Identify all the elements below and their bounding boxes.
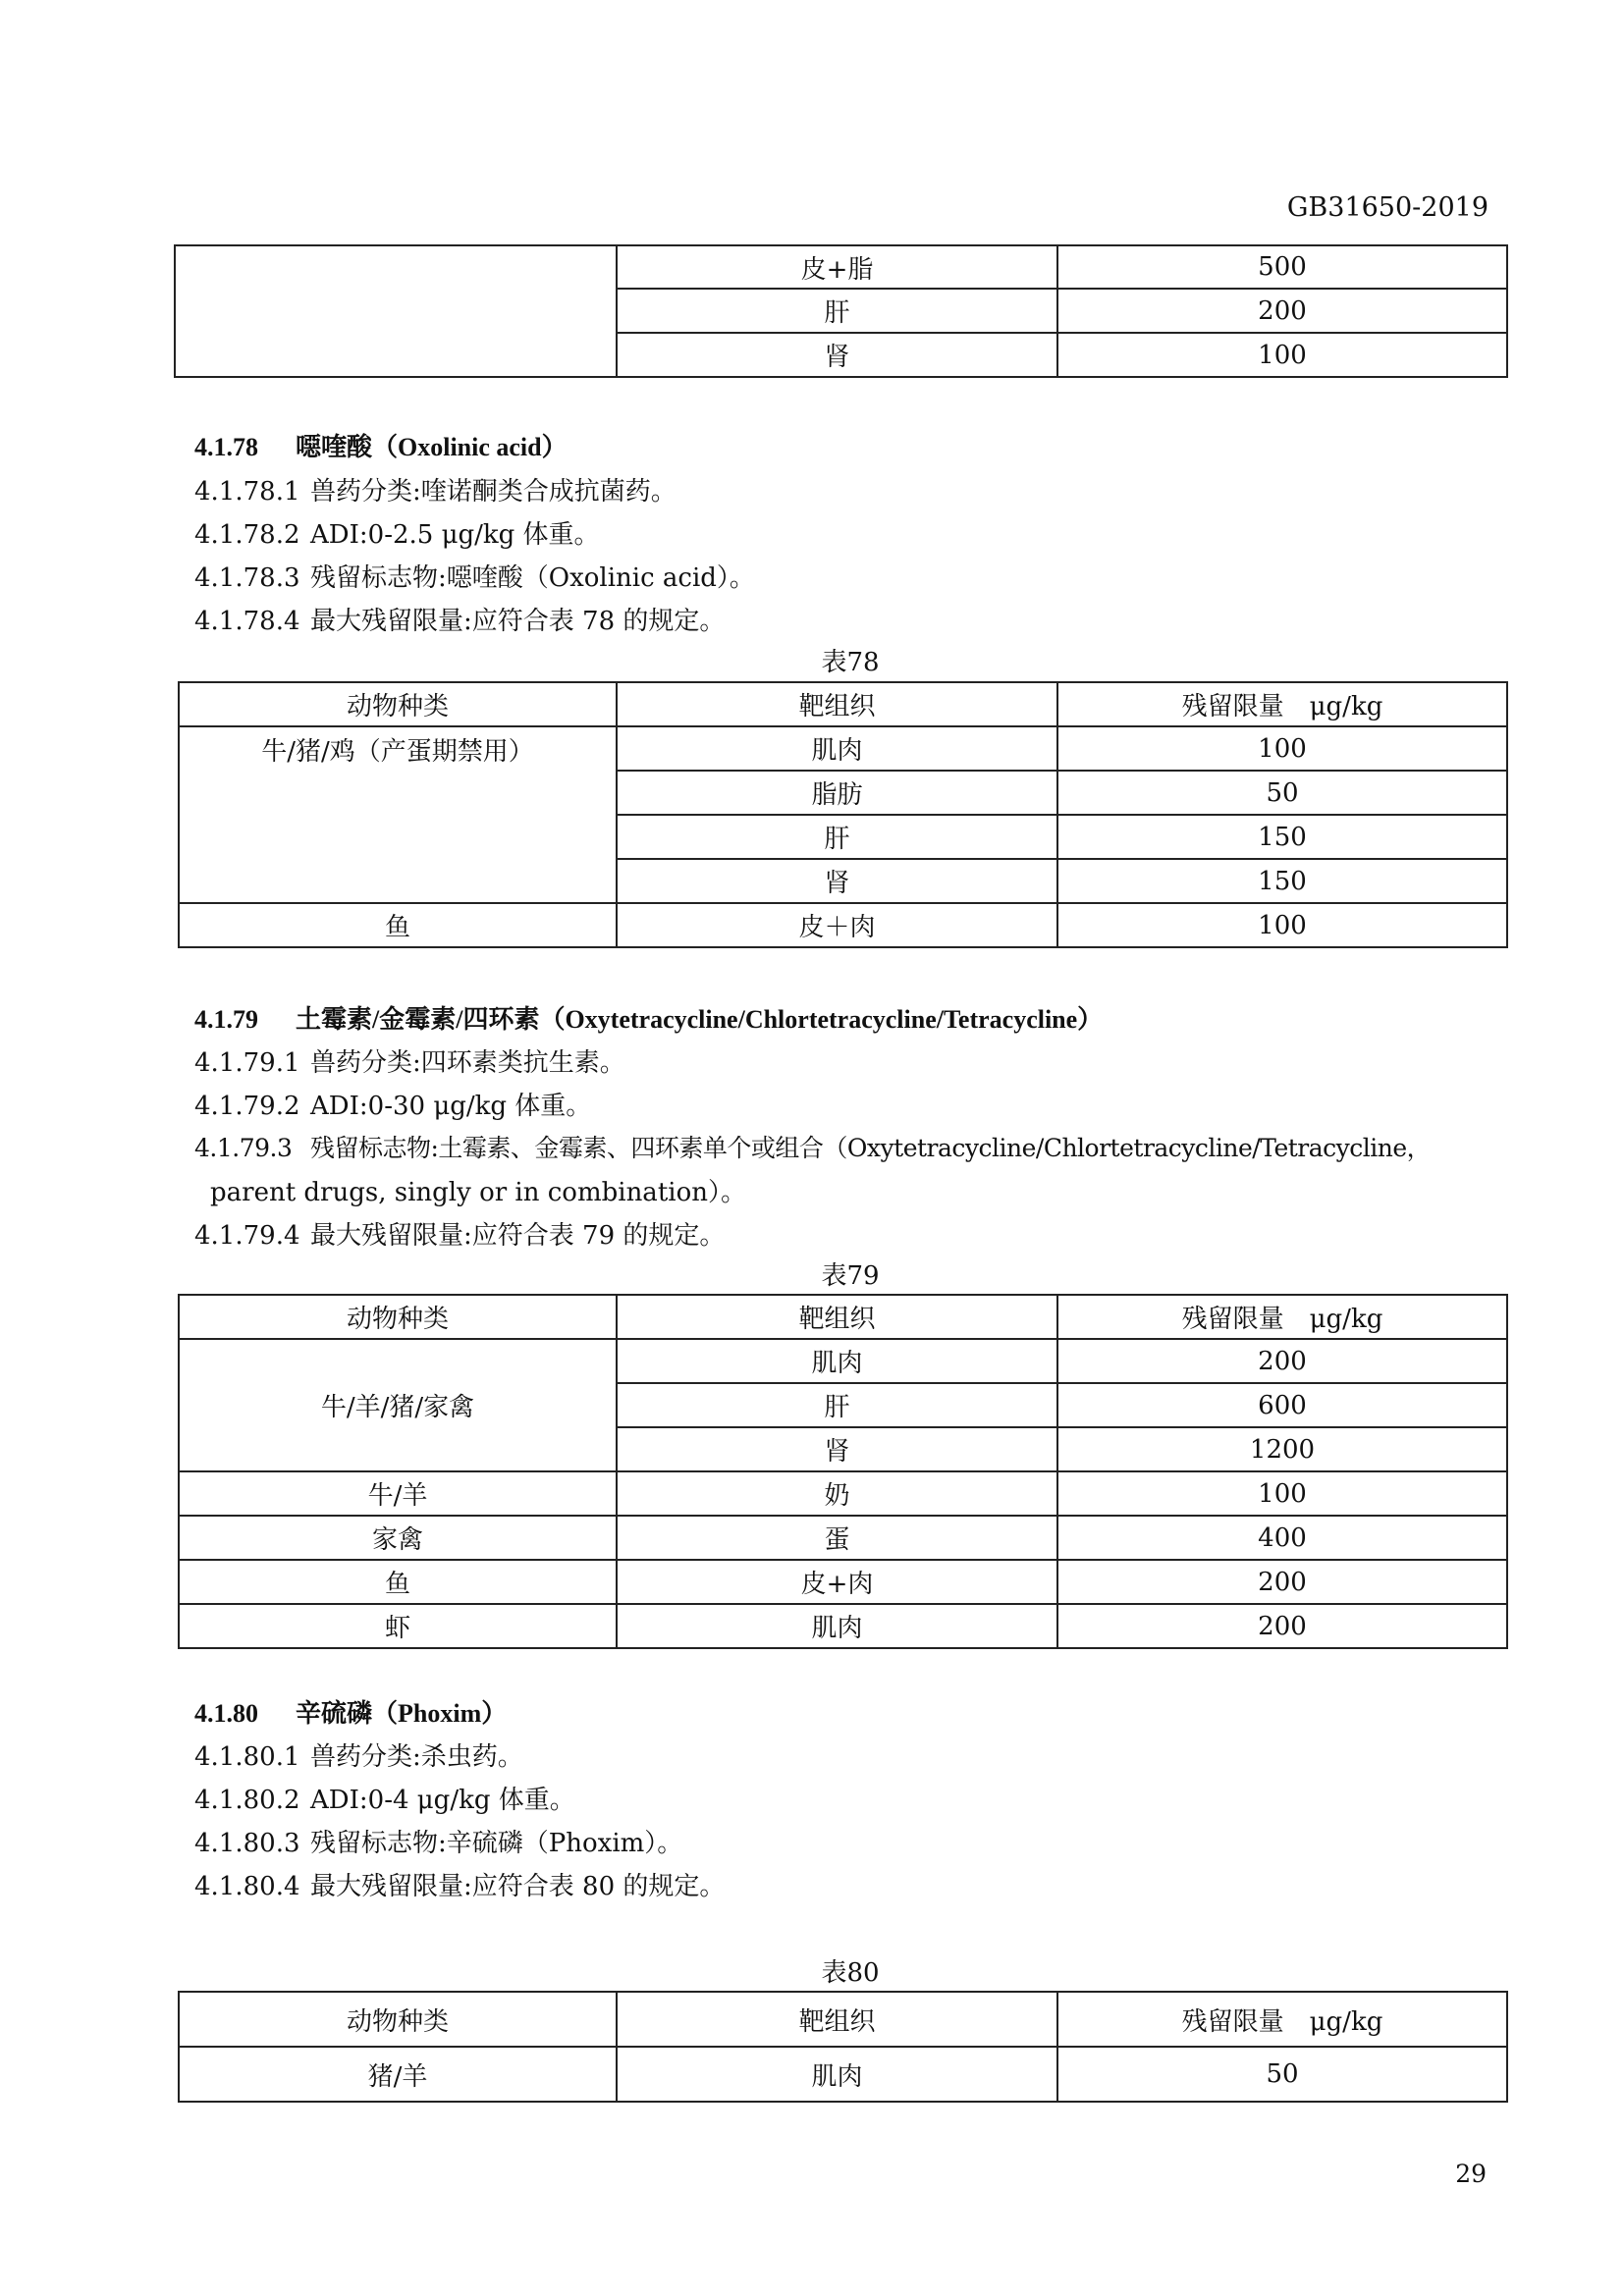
table-cell: 肝 [617,289,1057,333]
table-cell: 牛/羊/猪/家禽 [179,1339,617,1471]
clause-number: 4.1.79.3 [194,1134,293,1162]
section-number: 4.1.80 [194,1699,258,1728]
clause-text: 兽药分类:喹诺酮类合成抗菌药。 [310,477,677,507]
table-cell: 肌肉 [617,2047,1057,2102]
table-header: 残留限量 μg/kg [1057,682,1507,726]
table-cell: 家禽 [179,1516,617,1560]
clause-text: 最大残留限量:应符合表 80 的规定。 [310,1872,726,1901]
section-heading [194,1693,507,1730]
section-number: 4.1.79 [194,1005,258,1034]
table-cell: 皮＋肉 [617,903,1057,947]
clause-text: 最大残留限量:应符合表 79 的规定。 [310,1221,726,1251]
clause-continuation: parent drugs, singly or in combination）。 [210,1178,746,1207]
table-cell: 肾 [617,1427,1057,1471]
section-title: 噁喹酸（Oxolinic acid） [296,433,568,461]
table-79 [178,1294,1508,1649]
table-caption: 表79 [821,1261,880,1291]
table-header: 靶组织 [617,1295,1057,1339]
clause-text: 最大残留限量:应符合表 78 的规定。 [310,607,726,636]
clause-number: 4.1.79.1 [194,1048,300,1078]
table-cell: 100 [1057,726,1507,771]
table-cell: 肾 [617,859,1057,903]
table-cell: 100 [1057,903,1507,947]
table-header: 动物种类 [179,1992,617,2047]
section-heading [194,427,568,463]
clause-number: 4.1.78.1 [194,477,300,507]
prev-table [174,244,1508,378]
section-heading [194,999,1103,1036]
table-cell: 肌肉 [617,1339,1057,1383]
table-cell: 肌肉 [617,1604,1057,1648]
clause-line [194,1086,591,1122]
table-cell: 50 [1057,2047,1507,2102]
table-cell: 肝 [617,815,1057,859]
clause-number: 4.1.80.3 [194,1829,300,1858]
table-cell: 奶 [617,1471,1057,1516]
table-cell: 脂肪 [617,771,1057,815]
table-cell: 100 [1057,333,1507,377]
section-title: 辛硫磷（Phoxim） [296,1699,508,1728]
clause-line [194,1042,625,1079]
table-cell: 400 [1057,1516,1507,1560]
clause-number: 4.1.79.4 [194,1221,300,1251]
table-header: 动物种类 [179,1295,617,1339]
standard-code: GB31650-2019 [1286,192,1489,223]
section-number: 4.1.78 [194,433,258,461]
clause-number: 4.1.80.2 [194,1786,300,1815]
table-cell: 150 [1057,815,1507,859]
table-header: 靶组织 [617,1992,1057,2047]
table-cell: 肾 [617,333,1057,377]
clause-number: 4.1.80.1 [194,1742,300,1772]
table-cell: 皮+脂 [617,245,1057,289]
clause-text: 残留标志物:土霉素、金霉素、四环素单个或组合（Oxytetracycline/Chlortetracycline/Tetracycline， [310,1134,1432,1162]
table-header: 残留限量 μg/kg [1057,1295,1507,1339]
table-80 [178,1991,1508,2103]
clause-text: 残留标志物:辛硫磷（Phoxim）。 [310,1829,683,1858]
table-cell-empty [175,245,617,377]
clause-line [194,1780,575,1816]
table-cell: 皮+肉 [617,1560,1057,1604]
table-cell: 鱼 [179,903,617,947]
table-cell: 猪/羊 [179,2047,617,2102]
table-cell: 600 [1057,1383,1507,1427]
table-cell: 肝 [617,1383,1057,1427]
clause-number: 4.1.79.2 [194,1092,300,1121]
clause-number: 4.1.80.4 [194,1872,300,1901]
table-cell: 牛/猪/鸡（产蛋期禁用） [179,726,617,903]
table-cell: 50 [1057,771,1507,815]
table-cell: 200 [1057,1560,1507,1604]
clause-line [194,558,755,594]
table-cell: 蛋 [617,1516,1057,1560]
clause-text: 兽药分类:四环素类抗生素。 [310,1048,625,1078]
table-cell: 200 [1057,1339,1507,1383]
table-header: 靶组织 [617,682,1057,726]
page-number: 29 [1455,2160,1487,2188]
clause-number: 4.1.78.2 [194,520,300,550]
clause-text: ADI:0-30 μg/kg 体重。 [310,1092,592,1121]
table-78 [178,681,1508,948]
section-title: 土霉素/金霉素/四环素（Oxytetracycline/Chlortetracycline/Tetracycline） [296,1005,1104,1034]
table-cell: 鱼 [179,1560,617,1604]
table-cell: 1200 [1057,1427,1507,1471]
table-cell: 肌肉 [617,726,1057,771]
table-header: 残留限量 μg/kg [1057,1992,1507,2047]
clause-line [194,514,600,551]
clause-number: 4.1.78.4 [194,607,300,636]
table-cell: 150 [1057,859,1507,903]
table-cell: 200 [1057,289,1507,333]
table-header: 动物种类 [179,682,617,726]
clause-line [194,1129,1431,1164]
clause-line [194,1823,682,1859]
clause-line [194,1215,725,1252]
clause-text: ADI:0-4 μg/kg 体重。 [310,1786,575,1815]
clause-line [194,601,725,637]
clause-line [194,1866,725,1902]
table-caption: 表78 [821,648,880,677]
clause-line [194,471,677,507]
clause-line [194,1736,523,1773]
clause-text: ADI:0-2.5 μg/kg 体重。 [310,520,600,550]
clause-text: 残留标志物:噁喹酸（Oxolinic acid）。 [310,563,755,593]
clause-number: 4.1.78.3 [194,563,300,593]
clause-text: 兽药分类:杀虫药。 [310,1742,523,1772]
table-cell: 500 [1057,245,1507,289]
table-cell: 100 [1057,1471,1507,1516]
table-cell: 牛/羊 [179,1471,617,1516]
table-cell: 200 [1057,1604,1507,1648]
table-caption: 表80 [821,1958,880,1988]
table-cell: 虾 [179,1604,617,1648]
